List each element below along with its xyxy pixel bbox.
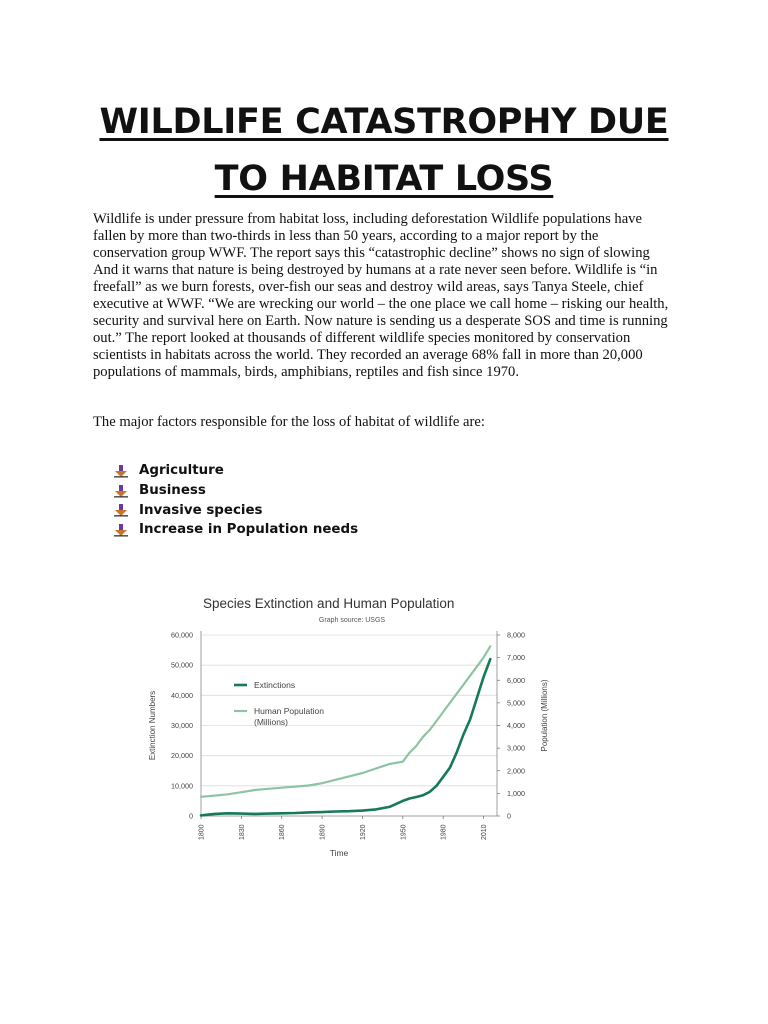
down-arrow-bullet-icon [112, 464, 130, 478]
body-paragraph: Wildlife is under pressure from habitat loss, including deforestation Wildlife populations have fallen by more than two-thirds in less than 50 years, according to a major report by the conservation group WWF. The report says this “catastrophic decline” shows no sign of slowing And it warns that nature is being destroyed by humans at a rate never seen before. Wildlife is “in freefall” as we burn forests, over-fish our seas and destroy wild areas, says Tanya Steele, chief executive at WWF. “We are wrecking our world – the one place we call home – risking our health, security and survival here on Earth. Now nature is sending us a desperate SOS and time is running out.” The report looked at thousands of different wildlife species monitored by conservation scientists in habitats across the world. They recorded an average 68% fall in more than 20,000 populations of mammals, birds, amphibians, reptiles and fish since 1970. [93, 211, 669, 380]
x-axis-label: Time [329, 848, 349, 858]
factors-list [112, 461, 358, 540]
left-tick-label: 60,000 [171, 630, 193, 640]
chart-title: Species Extinction and Human Population [203, 596, 455, 611]
right-tick-label: 4,000 [507, 721, 525, 730]
down-arrow-bullet-icon [112, 484, 130, 498]
title-line-1: WILDLIFE CATASTROPHY DUE [99, 102, 669, 142]
page-title [60, 94, 708, 208]
right-tick-label: 8,000 [507, 630, 525, 640]
factors-intro: The major factors responsible for the loss of habitat of wildlife are: [93, 414, 485, 430]
x-tick-label: 1830 [238, 824, 246, 840]
right-axis-label: Population (Millions) [540, 679, 549, 752]
left-tick-label: 10,000 [171, 781, 193, 791]
x-tick-label: 1860 [279, 824, 287, 840]
right-tick-label: 2,000 [507, 766, 525, 776]
down-arrow-bullet-icon [112, 523, 130, 537]
x-tick-label: 1800 [198, 824, 206, 840]
left-tick-label: 40,000 [171, 690, 193, 700]
extinction-population-chart [140, 588, 570, 868]
list-item [112, 481, 358, 501]
x-tick-label: 1950 [400, 824, 408, 840]
factor-label: Business [139, 483, 206, 499]
series-line [201, 646, 490, 797]
left-axis-label: Extinction Numbers [148, 690, 157, 761]
left-tick-label: 0 [189, 811, 193, 821]
legend-label: (Millions) [254, 717, 288, 727]
right-tick-label: 6,000 [507, 675, 525, 685]
right-tick-label: 3,000 [507, 743, 525, 753]
list-item [112, 500, 358, 520]
left-tick-label: 20,000 [171, 751, 193, 761]
factor-label: Agriculture [139, 463, 224, 479]
left-tick-label: 50,000 [171, 660, 193, 670]
left-tick-label: 30,000 [171, 721, 193, 730]
x-tick-label: 1980 [440, 824, 448, 840]
chart-subtitle: Graph source: USGS [318, 617, 386, 624]
x-tick-label: 1890 [319, 824, 327, 840]
x-tick-label: 2010 [481, 824, 489, 840]
right-tick-label: 0 [507, 811, 511, 821]
down-arrow-bullet-icon [112, 503, 130, 517]
right-tick-label: 1,000 [507, 788, 525, 798]
factor-label: Increase in Population needs [139, 522, 359, 538]
title-line-2: TO HABITAT LOSS [214, 159, 554, 199]
list-item [112, 520, 358, 540]
list-item [112, 461, 358, 481]
chart-svg [140, 588, 570, 868]
legend-label: Human Population [254, 706, 324, 716]
right-tick-label: 5,000 [507, 698, 525, 708]
x-tick-label: 1920 [359, 824, 367, 840]
right-tick-label: 7,000 [507, 653, 525, 663]
factor-label: Invasive species [139, 502, 263, 518]
legend-label: Extinctions [254, 680, 296, 690]
